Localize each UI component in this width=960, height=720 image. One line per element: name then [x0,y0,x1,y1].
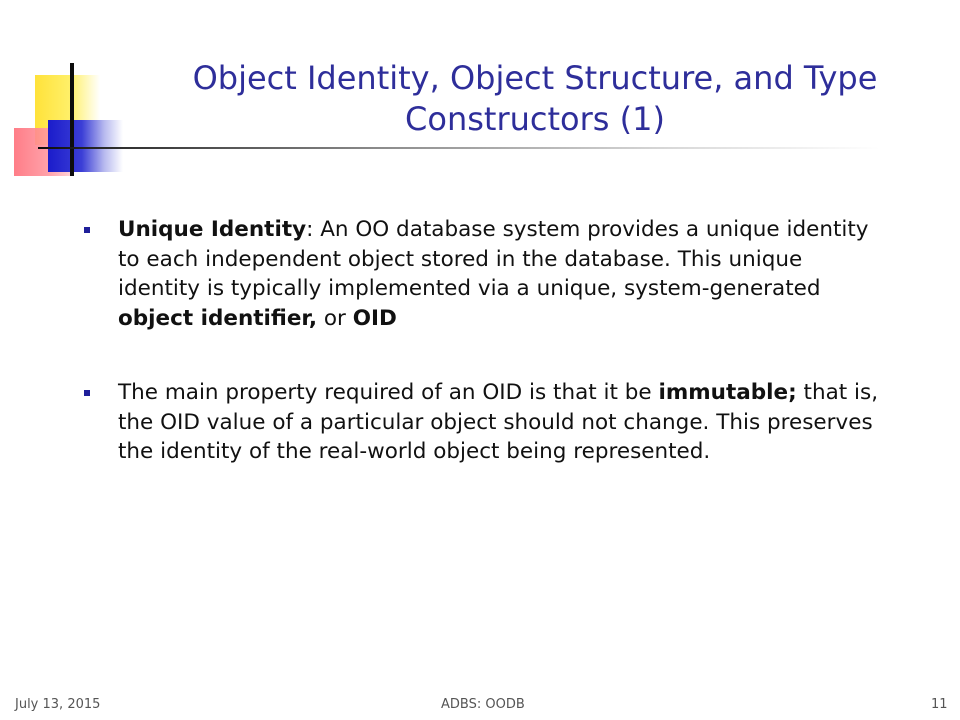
term-unique-identity: Unique Identity [118,217,307,242]
title-underline [38,147,880,149]
bullet-text: that is, the OID value of a particular object should not change. This preserves the identity of the real-world object being represented. [118,380,879,464]
footer-course: ADBS: OODB [441,697,525,712]
term-oid: OID [352,305,397,331]
bullet-square-icon [84,390,90,396]
term-object-identifier: object identifier, [118,305,318,331]
bullet-text: The main property required of an OID is that it be [118,380,659,405]
bullet-square-icon [84,227,90,233]
logo-blue-square [48,120,123,172]
bullet-text: or [317,305,353,331]
bullet-text: : An OO database system provides a unique identity to each independent object stored in the database. This unique identity is typically implemented via a unique, system-generated [118,217,869,301]
bullet-list [82,215,882,467]
slide-title: Object Identity, Object Structure, and Type Constructors (1) [192,59,878,138]
footer-date: July 13, 2015 [15,697,101,712]
bullet-unique-identity [82,215,882,333]
bullet-immutable [82,378,882,467]
term-immutable: immutable; [658,380,797,405]
logo-vertical-line [70,63,74,176]
footer-page-number: 11 [931,697,948,712]
